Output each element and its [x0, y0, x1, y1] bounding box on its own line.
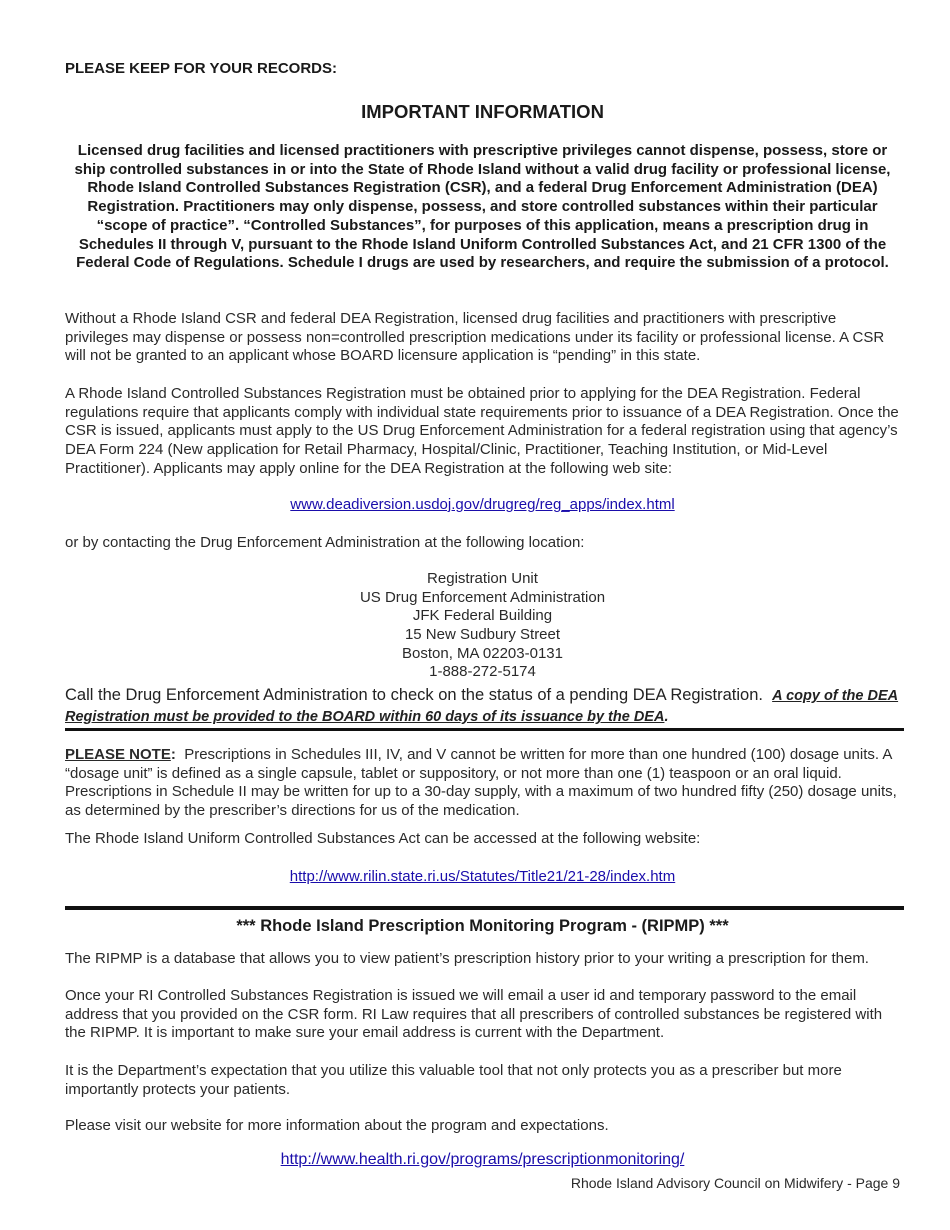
please-note-label: PLEASE NOTE	[65, 746, 171, 763]
section-divider	[65, 728, 904, 731]
address-line: 15 New Sudbury Street	[404, 626, 561, 644]
address-line: Registration Unit	[427, 570, 538, 587]
address-line: JFK Federal Building	[412, 607, 553, 625]
intro-bold-paragraph: Licensed drug facilities and licensed practitioners with prescriptive privileges cannot dispense, possess, store or ship controlled substances in or into the State of Rhode Island without a valid drug facility or professional license, Rhode Island Controlled Substances Registration (CSR), and a federal Drug Enforcement Administration (DEA) Registration. Practitioners may only dispense, possess, and store controlled substances within their particular “scope of practice”. “Controlled Substances”, for purposes of this application, means a prescription drug in Schedules II through V, pursuant to the Rhode Island Uniform Controlled Substances Act, and 21 CFR 1300 of the Federal Code of Regulations. Schedule I drugs are used by researchers, and require the submission of a protocol.	[74, 142, 891, 272]
without-csr-paragraph: Without a Rhode Island CSR and federal DEA Registration, licensed drug facilities and practitioners with prescriptive privileges may dispense or possess non=controlled prescription medications under its facility or professional license. A CSR will not be granted to an applicant whose BOARD licensure application is “pending” in this state.	[65, 310, 885, 365]
or-contact-text: or by contacting the Drug Enforcement Administration at the following location:	[65, 534, 585, 551]
call-dea-text: Call the Drug Enforcement Administration to check on the status of a pending DEA Registration.	[65, 686, 763, 704]
please-note-text: Prescriptions in Schedules III, IV, and V cannot be written for more than one hundred (100) dosage units. A “dosage unit” is defined as a single capsule, tablet or suppository, or not more than one (1) teaspoon or an oral liquid. Prescriptions in Schedule II may be written for up to a 30-day supply, with a maximum of two hundred fifty (250) dosage units, as determined by the prescriber’s directions for us of the medication.	[65, 746, 897, 820]
copy-notice-text: A copy of the DEA Registration must be provided to the BOARD within 60 days of its issuance by the DEA	[65, 688, 899, 725]
address-phone: 1-888-272-5174	[429, 663, 536, 681]
ripmp-paragraph-2: Once your RI Controlled Substances Registration is issued we will email a user id and temporary password to the email address that you provided on the CSR form. RI Law requires that all prescribers of controlled substances be registered with the RIPMP. It is important to make sure your email address is current with the Department.	[65, 987, 883, 1042]
dea-registration-link[interactable]: www.deadiversion.usdoj.gov/drugreg/reg_apps/index.html	[290, 496, 675, 513]
ripmp-heading: *** Rhode Island Prescription Monitoring Program - (RIPMP) ***	[236, 917, 729, 935]
address-line: US Drug Enforcement Administration	[359, 588, 606, 606]
dea-link-row	[65, 496, 900, 515]
please-note-paragraph: PLEASE NOTE: Prescriptions in Schedules III, IV, and V cannot be written for more than one hundred (100) dosage units. A “dosage unit” is defined as a single capsule, tablet or suppository, or not more than one (1) teaspoon or an oral liquid. Prescriptions in Schedule II may be written for up to a 30-day supply, with a maximum of two hundred fifty (250) dosage units, as determined by the prescriber’s directions for us of the medication.	[65, 746, 897, 820]
address-line: Boston, MA 02203-0131	[402, 644, 563, 662]
act-access-text: The Rhode Island Uniform Controlled Substances Act can be accessed at the following website:	[65, 830, 701, 847]
dea-address-block	[65, 570, 900, 682]
section-divider	[65, 906, 904, 910]
ripmp-paragraph-3: It is the Department’s expectation that you utilize this valuable tool that not only protects you as a prescriber but more importantly protects your patients.	[65, 1062, 842, 1098]
page-title: IMPORTANT INFORMATION	[361, 101, 604, 122]
act-link-row	[65, 868, 900, 887]
ripmp-paragraph-4: Please visit our website for more information about the program and expectations.	[65, 1117, 609, 1134]
page-footer: Rhode Island Advisory Council on Midwifery - Page 9	[570, 1175, 900, 1191]
ripmp-website-link[interactable]: http://www.health.ri.gov/programs/prescriptionmonitoring/	[280, 1151, 685, 1168]
ripmp-paragraph-1: The RIPMP is a database that allows you to view patient’s prescription history prior to your writing a prescription for them.	[65, 950, 869, 967]
csr-first-paragraph: A Rhode Island Controlled Substances Registration must be obtained prior to applying for the DEA Registration. Federal regulations require that applicants comply with individual state requirements prior to issuance of a DEA Registration. Once the CSR is issued, applicants must apply to the US Drug Enforcement Administration for a federal registration using that agency’s DEA Form 224 (New application for Retail Pharmacy, Hospital/Clinic, Practitioner, Teaching Institution, or Mid-Level Practitioner). Applicants may apply online for the DEA Registration at the following web site:	[65, 385, 899, 477]
ri-statutes-link[interactable]: http://www.rilin.state.ri.us/Statutes/Title21/21-28/index.htm	[289, 868, 676, 885]
keep-records-heading: PLEASE KEEP FOR YOUR RECORDS:	[65, 60, 337, 77]
ripmp-link-row	[65, 1151, 900, 1170]
call-dea-paragraph: Call the Drug Enforcement Administration to check on the status of a pending DEA Registration. A copy of the DEA Registration must be provided to the BOARD within 60 days of its issuance by the DEA.	[65, 686, 899, 725]
